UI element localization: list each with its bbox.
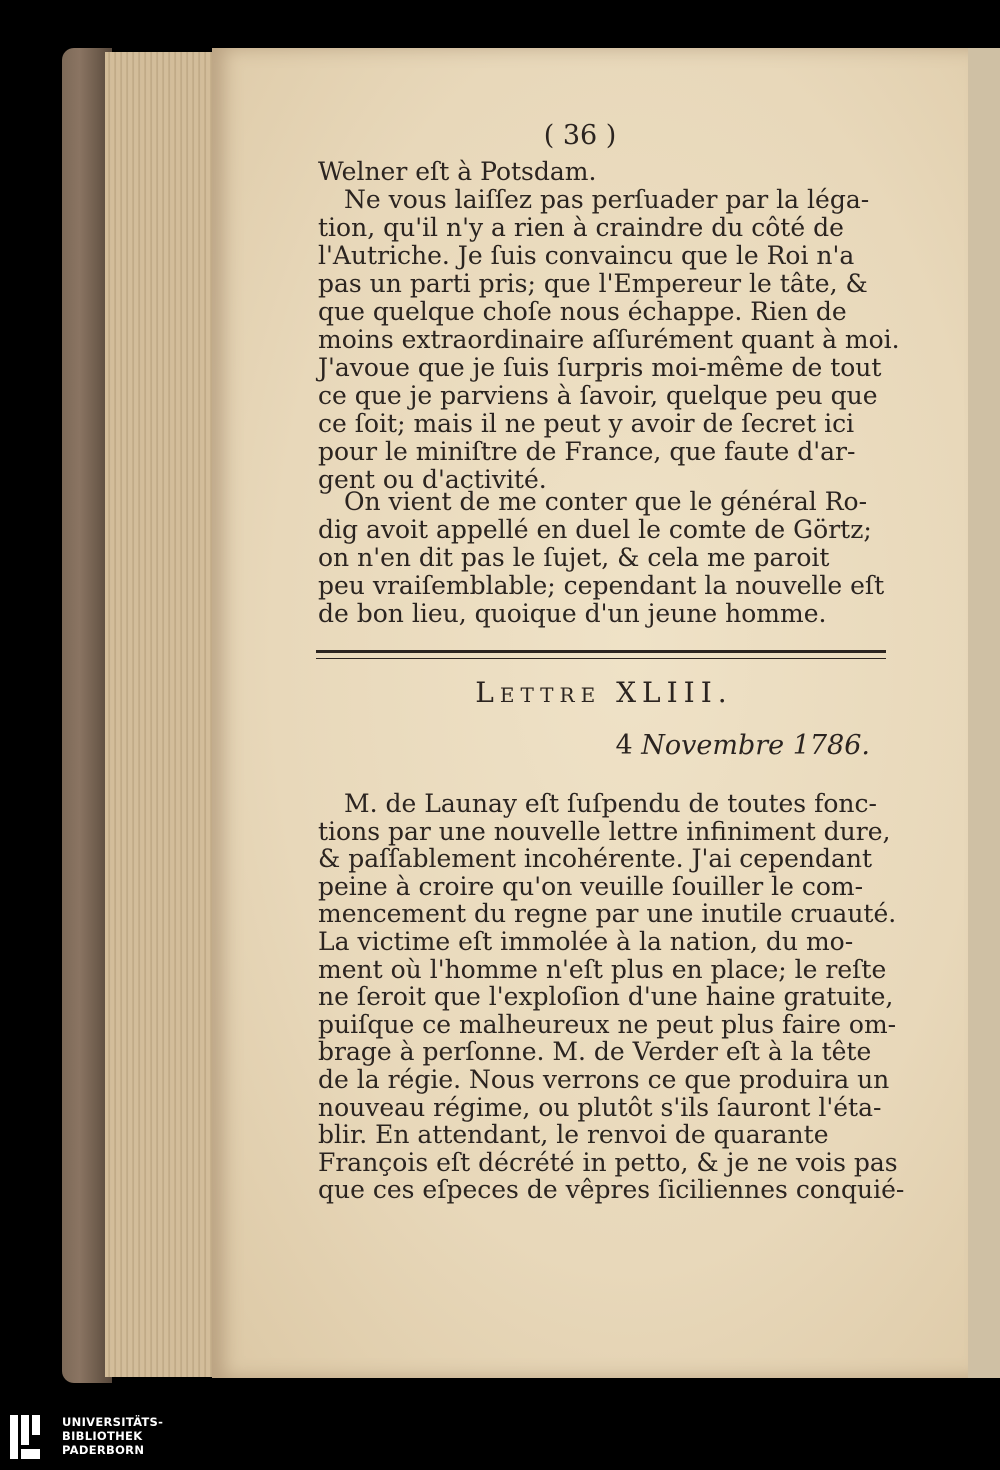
section-rule [316,650,886,659]
text-line: nouveau régime, ou plutôt s'ils ſauront l'éta- [318,1092,882,1122]
paragraph-1 [318,157,900,494]
text-line: gent ou d'activité. [318,465,547,494]
paragraph-2 [318,488,890,628]
text-line: Ne vous laiſſez pas perſuader par la léga- [344,185,870,214]
text-line: peu vraiſemblable; cependant la nouvelle eſt [318,571,885,600]
facing-page-edge [968,48,1000,1378]
text-line: puiſque ce malheureux ne peut plus faire om- [318,1009,897,1039]
text-line: dig avoit appellé en duel le comte de Görtz; [318,515,872,544]
paragraph-3 [318,789,905,1205]
letter-heading: Lettre XLIII. [475,676,733,709]
page-edges [105,52,217,1377]
text-line: que quelque choſe nous échappe. Rien de [318,297,847,326]
text-line: M. de Launay eſt ſuſpendu de toutes fonc- [344,789,877,818]
text-line: de la régie. Nous verrons ce que produira un [318,1064,890,1094]
text-line: & paſſablement incohérente. J'ai cependant [318,844,873,874]
text-line: blir. En attendant, le renvoi de quarante [318,1120,829,1150]
library-logo [10,1415,210,1463]
letter-date-month-year: Novembre 1786. [641,730,870,761]
logo-line: BIBLIOTHEK [62,1429,143,1443]
text-line: Welner eſt à Potsdam. [318,157,597,186]
text-line: tion, qu'il n'y a rien à craindre du côté de [318,213,844,242]
library-logo-icon [10,1415,50,1459]
text-line: ment où l'homme n'eſt plus en place; le reſte [318,954,887,984]
text-line: ce que je parviens à ſavoir, quelque peu que [318,381,878,410]
text-line: brage à perſonne. M. de Verder eſt à la tête [318,1037,872,1067]
logo-line: PADERBORN [62,1443,145,1457]
logo-line: UNIVERSITÄTS- [62,1415,164,1429]
text-line: tions par une nouvelle lettre infiniment dure, [318,816,891,846]
text-line: peine à croire qu'on veuille ſouiller le com- [318,871,864,901]
library-logo-text [62,1415,163,1457]
letter-date-day: 4 [615,730,633,761]
text-line: de bon lieu, quoique d'un jeune homme. [318,599,827,628]
text-line: pour le miniſtre de France, que faute d'ar- [318,437,856,466]
text-line: mencement du regne par une inutile cruauté. [318,899,897,929]
text-line: On vient de me conter que le général Ro- [344,487,868,516]
text-line: moins extraordinaire aſſurément quant à moi. [318,325,900,354]
text-line: que ces eſpeces de vêpres ſiciliennes conquié- [318,1175,905,1205]
text-line: François eſt décrété in petto, & je ne vois pas [318,1147,898,1177]
text-line: ne ſeroit que l'exploſion d'une haine gratuite, [318,982,894,1012]
text-line: l'Autriche. Je ſuis convaincu que le Roi n'a [318,241,855,270]
text-line: pas un parti pris; que l'Empereur le tâte, & [318,269,868,298]
text-line: J'avoue que je ſuis ſurpris moi-même de tout [318,353,882,382]
page-number: ( 36 ) [543,120,617,151]
text-line: on n'en dit pas le ſujet, & cela me paroit [318,543,830,572]
text-line: La victime eſt immolée à la nation, du mo- [318,926,854,956]
letter-date [560,730,870,761]
text-line: ce ſoit; mais il ne peut y avoir de ſecret ici [318,409,855,438]
